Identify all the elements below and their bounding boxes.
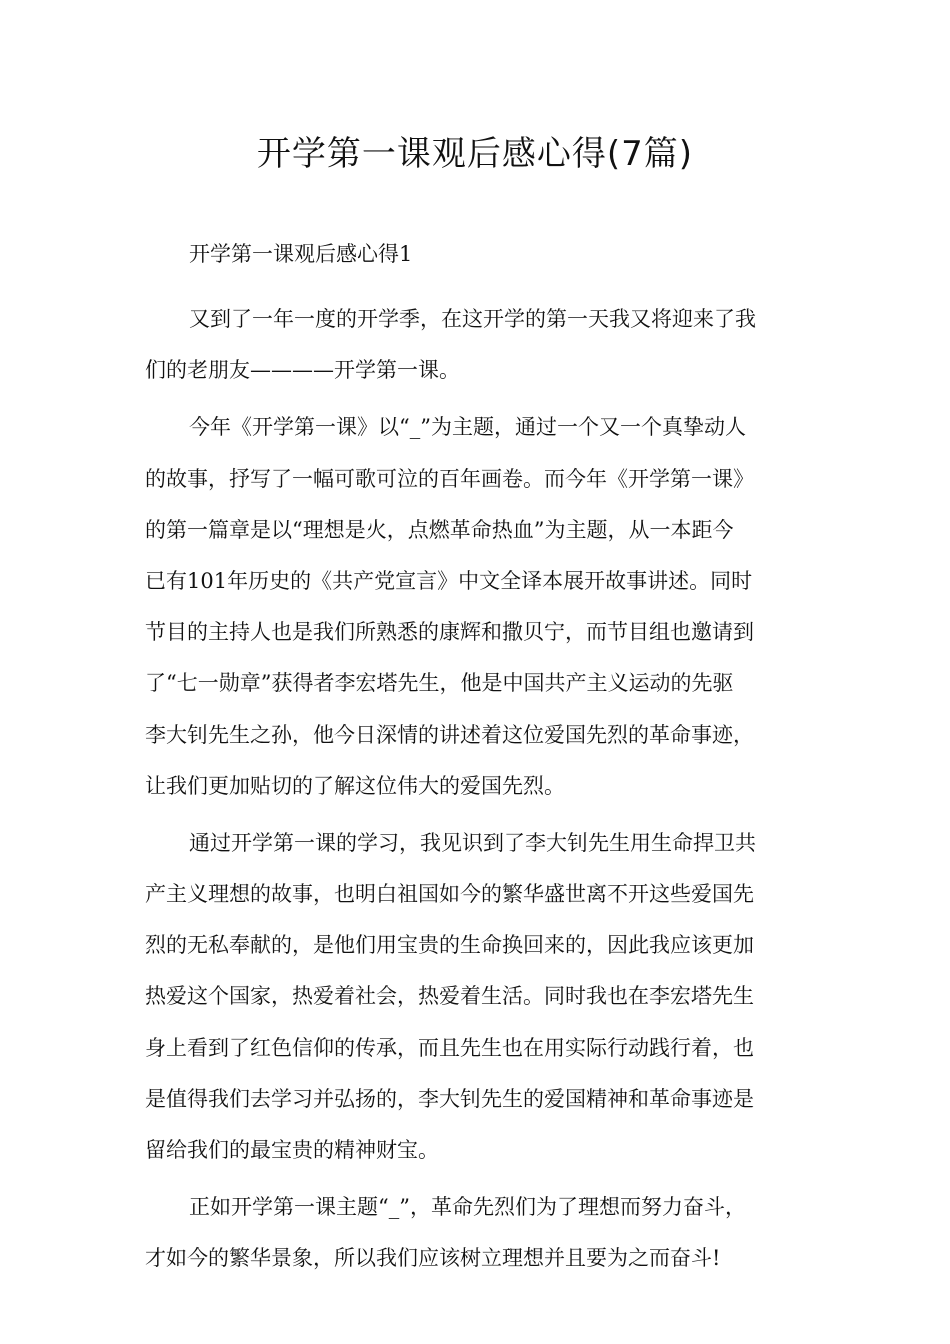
paragraph-line: 烈的无私奉献的，是他们用宝贵的生命换回来的，因此我应该更加 (145, 933, 754, 958)
paragraph-1 (145, 294, 805, 396)
paragraph-line: 产主义理想的故事，也明白祖国如今的繁华盛世离不开这些爱国先 (145, 882, 754, 907)
paragraph-line: 的第一篇章是以“理想是火，点燃革命热血”为主题，从一本距今 (145, 517, 734, 542)
paragraph-line: 们的老朋友————开学第一课。 (145, 358, 460, 383)
paragraph-2 (145, 402, 805, 812)
paragraph-line: 正如开学第一课主题“_”，革命先烈们为了理想而努力奋斗， (189, 1195, 746, 1220)
paragraph-line: 又到了一年一度的开学季，在这开学的第一天我又将迎来了我 (189, 307, 756, 331)
paragraph-line: 身上看到了红色信仰的传承，而且先生也在用实际行动践行着，也 (145, 1035, 754, 1060)
paragraph-line: 是值得我们去学习并弘扬的，李大钊先生的爱国精神和革命事迹是 (145, 1086, 754, 1111)
paragraph-line: 通过开学第一课的学习，我见识到了李大钊先生用生命捍卫共 (189, 830, 756, 855)
paragraph-line: 热爱这个国家，热爱着社会，热爱着生活。同时我也在李宏塔先生 (145, 984, 754, 1009)
document-title: 开学第一课观后感心得(7篇) (256, 134, 694, 174)
paragraph-line: 才如今的繁华景象，所以我们应该树立理想并且要为之而奋斗! (145, 1246, 721, 1271)
paragraph-line: 已有101年历史的《共产党宣言》中文全译本展开故事讲述。同时 (145, 568, 753, 593)
paragraph-line: 留给我们的最宝贵的精神财宝。 (145, 1138, 439, 1162)
section-heading: 开学第一课观后感心得1 (189, 242, 413, 266)
paragraph-line: 了“七一勋章”获得者李宏塔先生，他是中国共产主义运动的先驱 (145, 671, 734, 696)
paragraph-line: 节目的主持人也是我们所熟悉的康辉和撒贝宁，而节目组也邀请到 (145, 620, 754, 645)
paragraph-line: 让我们更加贴切的了解这位伟大的爱国先烈。 (145, 773, 565, 798)
paragraph-4 (145, 1182, 805, 1284)
paragraph-line: 今年《开学第一课》以“_”为主题，通过一个又一个真挚动人 (189, 415, 746, 440)
paragraph-line: 的故事，抒写了一幅可歌可泣的百年画卷。而今年《开学第一课》 (145, 466, 754, 491)
document-body (145, 230, 805, 1291)
paragraph-line: 李大钊先生之孙，他今日深情的讲述着这位爱国先烈的革命事迹， (145, 722, 754, 747)
paragraph-3 (145, 818, 805, 1176)
